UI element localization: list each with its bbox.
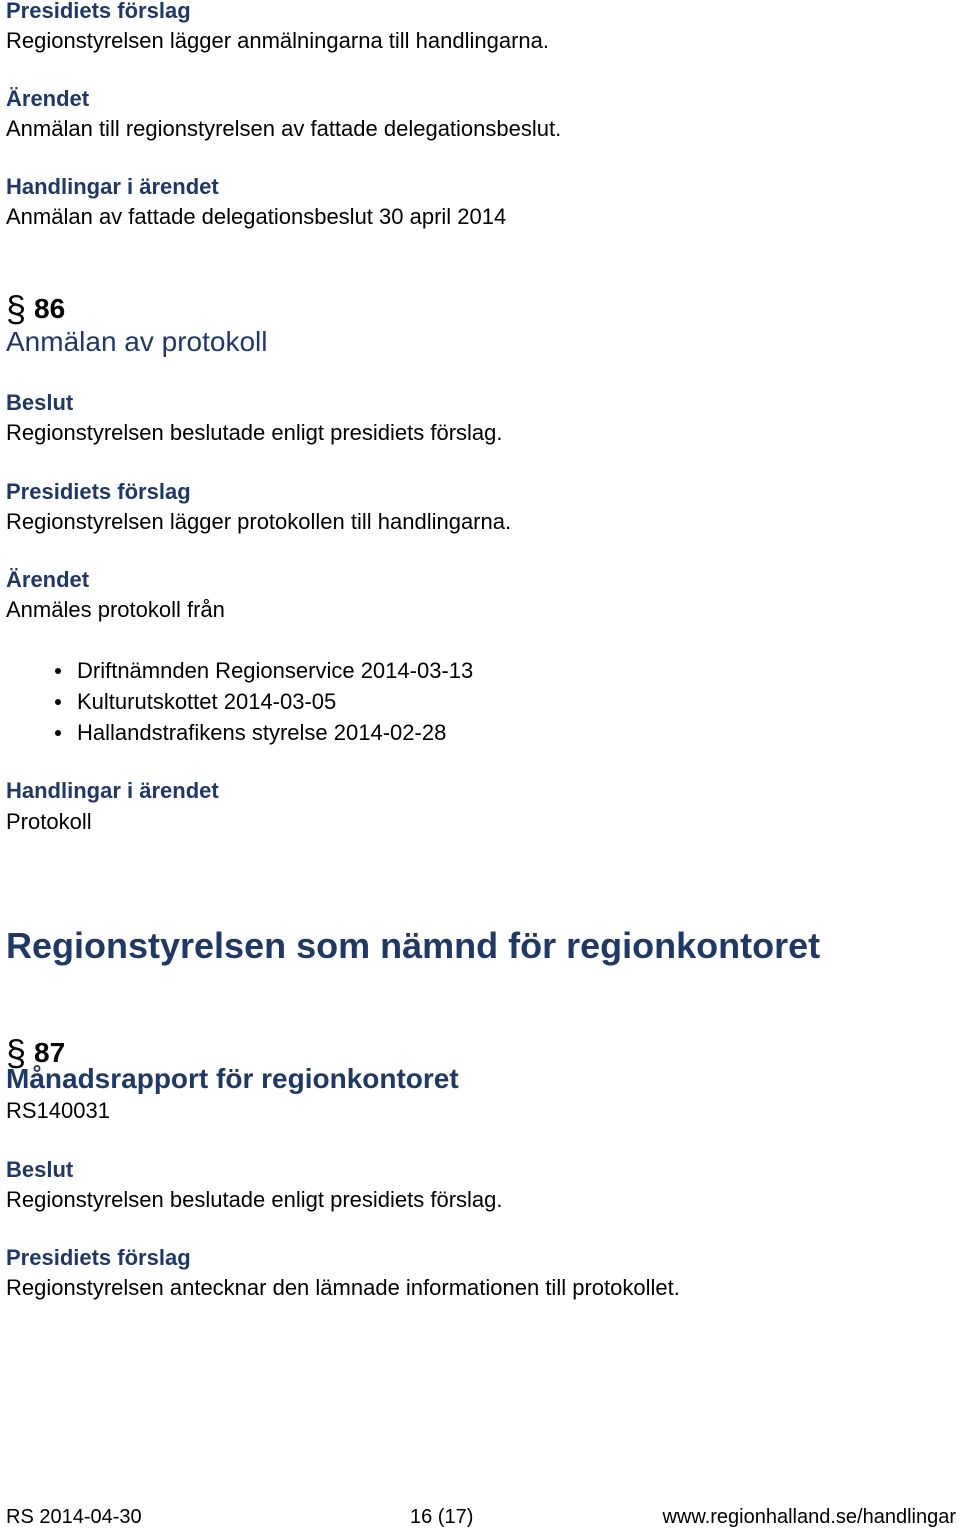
- documents-text: Protokoll: [6, 809, 92, 834]
- documents-text: Anmälan av fattade delegationsbeslut 30 april 2014: [6, 204, 507, 229]
- decision-heading: Beslut: [6, 1157, 74, 1182]
- list-item: [55, 660, 473, 682]
- list-item-text: Driftnämnden Regionservice 2014-03-13: [77, 658, 474, 683]
- footer-page-number: 16 (17): [410, 1506, 474, 1528]
- bullet-icon: [55, 668, 61, 674]
- paragraph-sign: §: [6, 1032, 27, 1073]
- list-item: [55, 722, 446, 744]
- presidium-proposal-heading: Presidiets förslag: [6, 479, 191, 504]
- decision-text: Regionstyrelsen beslutade enligt presidiets förslag.: [6, 1187, 503, 1212]
- paragraph-86-number: [6, 288, 66, 329]
- matter-text: Anmälan till regionstyrelsen av fattade delegationsbeslut.: [6, 116, 562, 141]
- paragraph-number: 87: [34, 1037, 66, 1068]
- decision-heading: Beslut: [6, 390, 74, 415]
- matter-text: Anmäles protokoll från: [6, 597, 225, 622]
- list-item-text: Hallandstrafikens styrelse 2014-02-28: [77, 720, 447, 745]
- bullet-icon: [55, 699, 61, 705]
- section-title: Regionstyrelsen som nämnd för regionkontoret: [6, 925, 821, 966]
- footer-url[interactable]: www.regionhalland.se/handlingar: [662, 1506, 956, 1528]
- paragraph-86-title: Anmälan av protokoll: [6, 326, 268, 357]
- documents-heading: Handlingar i ärendet: [6, 778, 219, 803]
- presidium-proposal-text: Regionstyrelsen antecknar den lämnade informationen till protokollet.: [6, 1275, 680, 1300]
- presidium-proposal-heading: Presidiets förslag: [6, 0, 191, 23]
- list-item-text: Kulturutskottet 2014-03-05: [77, 689, 337, 714]
- footer-date: RS 2014-04-30: [6, 1506, 142, 1528]
- paragraph-number: 86: [34, 293, 66, 324]
- matter-heading: Ärendet: [6, 86, 90, 111]
- matter-heading: Ärendet: [6, 567, 90, 592]
- presidium-proposal-heading: Presidiets förslag: [6, 1245, 191, 1270]
- list-item: [55, 691, 336, 713]
- bullet-icon: [55, 730, 61, 736]
- paragraph-87-title: Månadsrapport för regionkontoret: [6, 1063, 459, 1094]
- case-reference: RS140031: [6, 1098, 110, 1123]
- documents-heading: Handlingar i ärendet: [6, 174, 219, 199]
- presidium-proposal-text: Regionstyrelsen lägger protokollen till handlingarna.: [6, 509, 512, 534]
- decision-text: Regionstyrelsen beslutade enligt presidiets förslag.: [6, 420, 503, 445]
- presidium-proposal-text: Regionstyrelsen lägger anmälningarna till handlingarna.: [6, 28, 550, 53]
- paragraph-sign: §: [6, 288, 27, 329]
